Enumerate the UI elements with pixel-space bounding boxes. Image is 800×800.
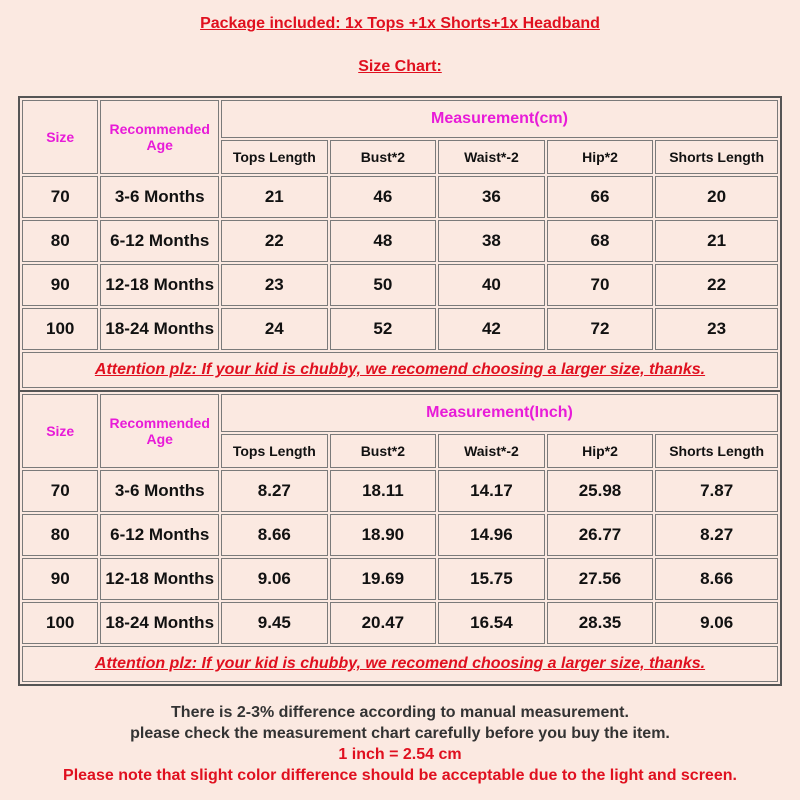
bust-cell: 50 <box>330 264 437 306</box>
size-chart-heading: Size Chart: <box>358 58 442 75</box>
hip-cell: 68 <box>547 220 654 262</box>
waist-cell: 42 <box>438 308 545 350</box>
attention-note: Attention plz: If your kid is chubby, we recomend choosing a larger size, thanks. <box>22 352 778 388</box>
tops-cell: 24 <box>221 308 328 350</box>
waist-header: Waist*-2 <box>438 434 545 468</box>
hip-cell: 26.77 <box>547 514 654 556</box>
table-row <box>22 220 778 262</box>
waist-cell: 15.75 <box>438 558 545 600</box>
measurement-inch-header: Measurement(Inch) <box>221 394 778 432</box>
size-cell: 100 <box>22 602 98 644</box>
tops-cell: 9.45 <box>221 602 328 644</box>
tops-length-header: Tops Length <box>221 434 328 468</box>
table-row <box>22 264 778 306</box>
table-row <box>22 602 778 644</box>
bust-header: Bust*2 <box>330 434 437 468</box>
hip-cell: 25.98 <box>547 470 654 512</box>
table-row <box>22 308 778 350</box>
note-measurement-difference: There is 2-3% difference according to manual measurement. <box>171 704 629 721</box>
size-cell: 80 <box>22 514 98 556</box>
hip-cell: 66 <box>547 176 654 218</box>
age-cell: 18-24 Months <box>100 308 219 350</box>
hip-header: Hip*2 <box>547 434 654 468</box>
size-cell: 100 <box>22 308 98 350</box>
shorts-cell: 8.66 <box>655 558 778 600</box>
attention-note: Attention plz: If your kid is chubby, we recomend choosing a larger size, thanks. <box>22 646 778 682</box>
waist-cell: 38 <box>438 220 545 262</box>
shorts-cell: 23 <box>655 308 778 350</box>
hip-cell: 28.35 <box>547 602 654 644</box>
shorts-cell: 20 <box>655 176 778 218</box>
age-cell: 18-24 Months <box>100 602 219 644</box>
shorts-cell: 22 <box>655 264 778 306</box>
shorts-cell: 21 <box>655 220 778 262</box>
size-cell: 90 <box>22 558 98 600</box>
tops-cell: 8.66 <box>221 514 328 556</box>
package-included-heading: Package included: 1x Tops +1x Shorts+1x Headband <box>200 15 600 32</box>
age-cell: 12-18 Months <box>100 264 219 306</box>
table-row <box>22 176 778 218</box>
size-table-inch <box>18 390 782 686</box>
tops-cell: 22 <box>221 220 328 262</box>
note-check-chart: please check the measurement chart carefully before you buy the item. <box>130 725 670 742</box>
shorts-cell: 9.06 <box>655 602 778 644</box>
shorts-length-header: Shorts Length <box>655 140 778 174</box>
bust-cell: 46 <box>330 176 437 218</box>
bust-cell: 18.90 <box>330 514 437 556</box>
table-row <box>22 558 778 600</box>
bust-header: Bust*2 <box>330 140 437 174</box>
tops-cell: 21 <box>221 176 328 218</box>
table-row <box>22 514 778 556</box>
bust-cell: 52 <box>330 308 437 350</box>
measurement-cm-header: Measurement(cm) <box>221 100 778 138</box>
bust-cell: 48 <box>330 220 437 262</box>
tops-length-header: Tops Length <box>221 140 328 174</box>
shorts-cell: 7.87 <box>655 470 778 512</box>
recommended-age-header: Recommended Age <box>100 100 219 174</box>
hip-cell: 70 <box>547 264 654 306</box>
age-cell: 3-6 Months <box>100 470 219 512</box>
waist-cell: 40 <box>438 264 545 306</box>
note-inch-conversion: 1 inch = 2.54 cm <box>338 746 462 763</box>
bust-cell: 20.47 <box>330 602 437 644</box>
note-color-difference: Please note that slight color difference should be acceptable due to the light and screen. <box>63 767 737 784</box>
recommended-age-header: Recommended Age <box>100 394 219 468</box>
age-cell: 6-12 Months <box>100 514 219 556</box>
tops-cell: 8.27 <box>221 470 328 512</box>
size-table-cm <box>18 96 782 392</box>
tops-cell: 23 <box>221 264 328 306</box>
hip-header: Hip*2 <box>547 140 654 174</box>
waist-cell: 16.54 <box>438 602 545 644</box>
age-cell: 12-18 Months <box>100 558 219 600</box>
shorts-cell: 8.27 <box>655 514 778 556</box>
waist-cell: 36 <box>438 176 545 218</box>
hip-cell: 27.56 <box>547 558 654 600</box>
waist-cell: 14.17 <box>438 470 545 512</box>
shorts-length-header: Shorts Length <box>655 434 778 468</box>
bust-cell: 19.69 <box>330 558 437 600</box>
table-row <box>22 470 778 512</box>
hip-cell: 72 <box>547 308 654 350</box>
age-cell: 6-12 Months <box>100 220 219 262</box>
bust-cell: 18.11 <box>330 470 437 512</box>
size-cell: 90 <box>22 264 98 306</box>
notes-block <box>0 702 800 786</box>
waist-header: Waist*-2 <box>438 140 545 174</box>
size-cell: 80 <box>22 220 98 262</box>
tops-cell: 9.06 <box>221 558 328 600</box>
age-cell: 3-6 Months <box>100 176 219 218</box>
size-header: Size <box>22 100 98 174</box>
size-cell: 70 <box>22 176 98 218</box>
size-cell: 70 <box>22 470 98 512</box>
size-header: Size <box>22 394 98 468</box>
waist-cell: 14.96 <box>438 514 545 556</box>
